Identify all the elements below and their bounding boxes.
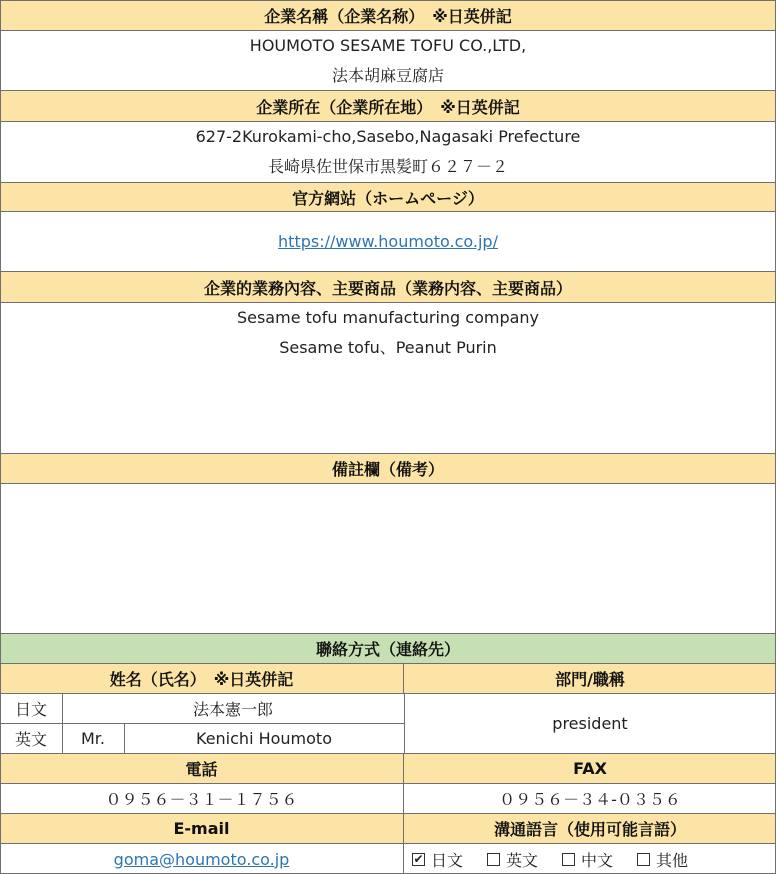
email-lang-row <box>0 844 776 874</box>
lang-option-label: 其他 <box>656 850 689 870</box>
lang-option-label: 日文 <box>431 850 464 870</box>
phone-value: ０９５６－３１－１７５６ <box>0 784 404 813</box>
fax-header-cell <box>404 754 776 783</box>
company-address-body <box>0 122 776 183</box>
name-header-cell <box>0 664 404 693</box>
contact-header <box>0 634 776 664</box>
job-title: president <box>552 714 628 733</box>
company-name-body <box>0 31 776 91</box>
en-name: Kenichi Houmoto <box>196 729 332 748</box>
lang-option-english[interactable] <box>487 848 538 871</box>
email-header-cell <box>0 814 404 843</box>
lang-option-japanese[interactable] <box>412 848 463 871</box>
jp-label: 日文 <box>14 700 47 719</box>
company-name-japanese: 法本胡麻豆腐店 <box>331 66 444 85</box>
honorific: Mr. <box>81 729 105 748</box>
lang-option-label: 中文 <box>581 850 614 870</box>
name-dept-header-row <box>0 664 776 694</box>
lang-header-cell <box>404 814 776 843</box>
email-lang-header-row <box>0 814 776 844</box>
lang-option-other[interactable] <box>637 848 688 871</box>
remarks-header-text: 備註欄（備考） <box>331 460 444 479</box>
checkbox-icon[interactable] <box>487 853 500 866</box>
fax-value: ０９５６－３４-０３５６ <box>499 790 681 809</box>
lang-option-chinese[interactable] <box>562 848 613 871</box>
checkbox-icon[interactable] <box>562 853 575 866</box>
website-header-text: 官方網站（ホームページ） <box>292 188 484 208</box>
en-label: 英文 <box>14 730 47 749</box>
checkbox-icon[interactable] <box>637 853 650 866</box>
website-header <box>0 183 776 212</box>
dept-header-cell <box>404 664 776 693</box>
email-header-text: E-mail <box>173 819 230 838</box>
dept-header-text: 部門/職稱 <box>555 670 625 689</box>
contact-header-text: 聯絡方式（連絡先） <box>315 640 460 659</box>
name-rows <box>0 694 776 754</box>
address-english: 627-2Kurokami-cho,Sasebo,Nagasaki Prefecture <box>195 127 581 146</box>
name-header-text: 姓名（氏名） ※日英併記 <box>109 670 294 689</box>
remarks-body <box>0 484 776 634</box>
remarks-header <box>0 454 776 484</box>
email-link[interactable]: goma@houmoto.co.jp <box>113 849 290 869</box>
address-japanese: 長崎県佐世保市黒髪町６２７－２ <box>267 157 508 176</box>
language-checkboxes <box>404 844 776 874</box>
phone-fax-row <box>0 784 776 814</box>
business-header-text: 企業的業務內容、主要商品（業務内容、主要商品） <box>203 278 572 298</box>
lang-header-text: 溝通語言（使用可能言語） <box>493 820 686 839</box>
fax-header-text: FAX <box>573 759 607 778</box>
website-link[interactable]: https://www.houmoto.co.jp/ <box>278 232 498 251</box>
email-cell <box>0 844 404 874</box>
company-address-header <box>0 91 776 122</box>
phone-header-cell <box>0 754 404 783</box>
business-header <box>0 272 776 303</box>
company-name-header <box>0 0 776 31</box>
business-body <box>0 303 776 454</box>
company-name-header-text: 企業名稱（企業名称） ※日英併記 <box>264 6 512 26</box>
business-line-1: Sesame tofu manufacturing company <box>236 308 540 327</box>
company-address-header-text: 企業所在（企業所在地） ※日英併記 <box>256 97 520 117</box>
business-line-2: Sesame tofu、Peanut Purin <box>279 338 497 357</box>
company-name-english: HOUMOTO SESAME TOFU CO.,LTD, <box>249 36 527 55</box>
phone-header-text: 電話 <box>185 760 218 779</box>
phone-fax-header-row <box>0 754 776 784</box>
website-body <box>0 212 776 272</box>
checkbox-checked-icon[interactable]: ✔ <box>413 852 424 866</box>
jp-name: 法本憲一郎 <box>192 700 273 719</box>
lang-option-label: 英文 <box>506 850 539 870</box>
